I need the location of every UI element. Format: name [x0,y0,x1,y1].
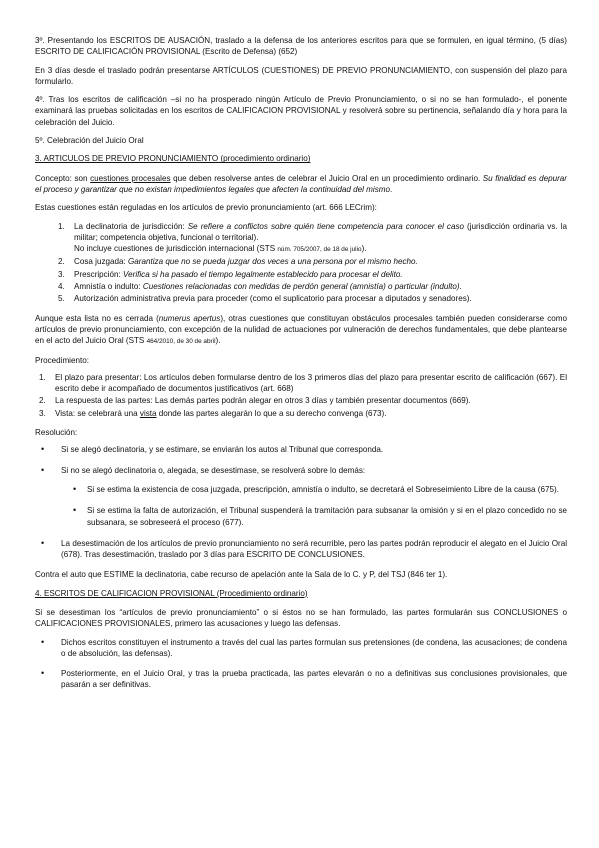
list-item-italic: Verifica si ha pasado el tiempo legalmente establecido para procesar el delito. [123,269,403,279]
list-item-text: La desestimación de los artículos de previo pronunciamiento no será recurrible, pero las partes podrán reproducir el alegato en el Juicio Oral (678). Tras desestimación, traslado por 3 días para ESCRITO DE CONCLUSIONES. [61,538,567,560]
aunque-end: ). [215,336,221,346]
procedimiento-list [39,372,567,419]
bullet-icon: • [41,668,45,679]
paragraph-contra: Contra el auto que ESTIME la declinatoria, cabe recurso de apelación ante la Sala de lo C. y P, del TSJ (846 ter 1). [35,570,448,580]
list-item-italic: Cuestiones relacionadas con medidas de perdón general (amnistía) o particular (indulto). [142,282,462,292]
paragraph-step-4: 4º. Tras los escritos de calificación –si no ha prosperado ningún Artículo de Previo Pronunciamiento, o si no se han formulado-, el ponente examinará las pruebas solicitadas en los escritos de CALIFICACION PROVISIONAL y resolverá sobre su pertinencia, señalando día y hora para la celebración del Juicio. [35,95,567,127]
concepto-end: . [389,184,393,194]
list-item-text: (jurisdicción ordinaria vs. la militar; competencia objetiva, funcional o territorial). [74,221,567,242]
list-item-text: La respuesta de las partes: Las demás partes podrán alegar en otros 3 días y también presentar documentos (669). [55,396,471,406]
list-item [41,637,567,660]
paragraph-step-5: 5º. Celebración del Juicio Oral [35,136,144,146]
list-item [58,293,567,304]
paragraph-aunque [35,313,567,348]
bullet-icon: • [73,483,77,494]
list-item [41,465,567,528]
list-item-label: La declinatoria de jurisdicción: [74,221,188,231]
aunque-lead: Aunque esta lista no es cerrada ( [35,313,159,323]
list-item [39,395,567,406]
bullet-icon: • [41,537,45,548]
bullet-icon: • [41,636,45,647]
list-item-text: Si se estima la falta de autorización, el Tribunal suspenderá la tramitación para subsanar la omisión y si en el plazo concedido no se subsanara, se sobreseerá el proceso (677). [87,506,567,527]
list-item-text: Posteriormente, en el Juicio Oral, y tras la prueba practicada, las partes elevarán o no a definitivas sus conclusiones provisionales, que pasarán a ser definitivas. [61,669,567,690]
list-item-label: Autorización administrativa previa para proceder (como el suplicatorio para procesar a diputados y senadores). [74,294,472,304]
list-item [58,256,567,267]
paragraph-concepto [35,173,567,196]
aunque-text: ), otras cuestiones que constituyan obstáculos procesales también pueden considerarse como artículos de previo pronunciamiento, con excepción de la nulidad de actuaciones por vulneración de derechos fundamentales, que debe plantearse en el acto del Juicio Oral (STS [35,313,567,346]
list-item-text: Si no se alegó declinatoria o, alegada, se desestimase, se resolverá sobre lo demás: [61,465,366,475]
list-item-label: Cosa juzgada: [74,257,128,267]
list-item [73,505,567,528]
aunque-citation: 464/2010, de 30 de abril [146,338,216,346]
list-number: 5. [58,294,65,304]
list-item-text: Si se estima la existencia de cosa juzgada, prescripción, amnistía o indulto, se decretará el Sobreseimiento Libre de la causa (675). [87,484,559,494]
subheading-resolucion: Resolución: [35,428,78,438]
list-number: 1. [39,372,46,382]
list-item-text: El plazo para presentar: Los artículos deben formularse dentro de los 3 primeros días del plazo para presentar escrito de calificación (667). El escrito debe ir acompañado de documentos justificativos (art. 668) [55,372,567,394]
list-number: 2. [39,396,46,406]
list-item-citation: núm. 705/2007, de 18 de julio [277,246,362,254]
aunque-italic: numerus apertus [158,313,221,323]
bullet-icon: • [73,505,77,516]
articulos-list [58,221,567,305]
document-page [35,35,567,700]
list-item-text: Si se alegó declinatoria, y se estimare, se enviarán los autos al Tribunal que corresponda. [61,445,384,455]
list-number: 2. [58,257,65,267]
paragraph-reguladas: Estas cuestiones están reguladas en los artículos de previo pronunciamiento (art. 666 LECrim): [35,203,377,213]
list-item-text-end: donde las partes alegarán lo que a su derecho convenga (673). [156,408,387,418]
list-item-text: Dichos escritos constituyen el instrumento a través del cual las partes formulan sus pretensiones (de condena, las acusaciones; de condena o de absolución, las defensas). [61,637,567,658]
list-number: 3. [58,269,65,279]
list-item-note-end: ). [361,244,367,254]
resolucion-list [41,444,567,560]
list-item [73,484,567,495]
list-item [39,408,567,419]
bullet-icon: • [41,444,45,455]
list-item [58,269,567,280]
bullet-icon: • [41,464,45,475]
list-number: 3. [39,408,46,418]
calificacion-list [41,637,567,691]
list-item [41,668,567,691]
concepto-italic: Su finalidad es depurar el proceso y garantizar que no existan impedimientos legales que afecten la continuidad del mismo [35,173,567,194]
concepto-underlined: cuestiones procesales [90,173,171,183]
list-item-note: No incluye cuestiones de jurisdicción internacional (STS [74,244,278,254]
list-item [41,538,567,561]
section-heading-3: 3. ARTICULOS DE PREVIO PRONUNCIAMIENTO (procedimiento ordinario) [35,154,311,164]
paragraph-desestiman: Si se desestiman los “artículos de previo pronunciamiento” o si éstos no se han formulado, las partes formularán sus CONCLUSIONES o CALIFICACIONES PROVISIONALES, primero las acusaciones y luego las defensas. [35,607,567,629]
list-item [58,221,567,256]
concepto-lead: Concepto: son [35,173,91,183]
paragraph-articulos-plazo: En 3 días desde el traslado podrán presentarse ARTÍCULOS (CUESTIONES) DE PREVIO PRONUNCIAMIENTO, con suspensión del plazo para formularlo. [35,65,567,86]
subheading-procedimiento: Procedimiento: [35,355,89,365]
list-item [41,444,567,455]
list-item-label: Amnistía o indulto: [74,282,143,292]
paragraph-step-3: 3º. Presentando los ESCRITOS DE AUSACIÓN, traslado a la defensa de los anteriores escritos para que se formulen, en igual término, (5 días) ESCRITO DE CALIFICACIÓN PROVISIONAL (Escrito de Defensa) (652) [35,36,567,57]
list-item-underlined: vista [139,408,157,418]
list-item [39,372,567,395]
list-number: 1. [58,221,65,231]
list-number: 4. [58,282,65,292]
list-item-italic: Garantiza que no se pueda juzgar dos veces a una persona por el mismo hecho. [128,257,418,267]
list-item-text: Vista: se celebrará una [55,408,140,418]
list-item [58,281,567,292]
nested-list [73,484,567,528]
list-item-label: Prescripción: [74,269,124,279]
section-heading-4: 4. ESCRITOS DE CALIFICACION PROVISIONAL (Procedimiento ordinario) [35,588,308,598]
list-item-italic: Se refiere a conflictos sobre quién tiene competencia para conocer el caso [187,221,465,231]
concepto-text: que deben resolverse antes de celebrar el Juicio Oral en un procedimiento ordinario. [170,173,483,183]
